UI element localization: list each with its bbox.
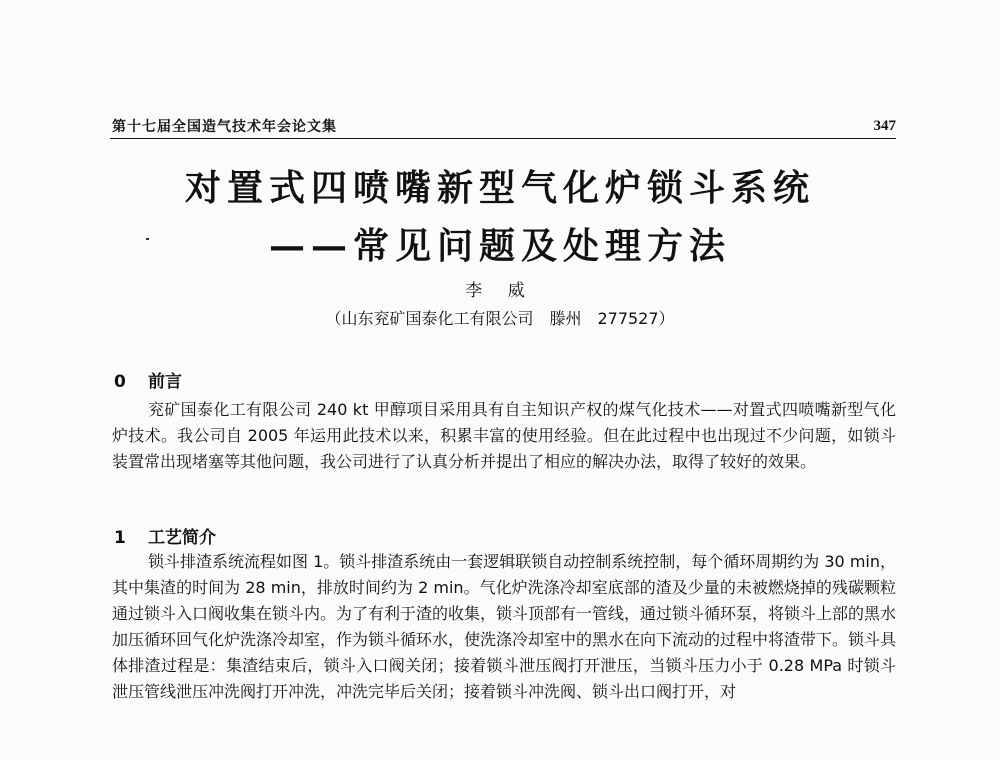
- paper-title-line1: 对置式四喷嘴新型气化炉锁斗系统: [184, 167, 815, 209]
- section-heading-1: [114, 523, 216, 548]
- section-title: 前言: [148, 372, 182, 392]
- section-body-1: 锁斗排渣系统流程如图 1。锁斗排渣系统由一套逻辑联锁自动控制系统控制，每个循环周期约为 30 min，其中集渣的时间为 28 min，排放时间约为 2 min。气化炉洗涤冷却室底部的渣及少量的未被燃烧掉的残碳颗粒通过锁斗入口阀收集在锁斗内。为了有利于渣的收集，锁斗顶部有一管线，通过锁斗循环泵，将锁斗上部的黑水加压循环回气化炉洗涤冷却室，作为锁斗循环水，使洗涤冷却室中的黑水在向下流动的过程中将渣带下。锁斗具体排渣过程是：集渣结束后，锁斗入口阀关闭；接着锁斗泄压阀打开泄压，当锁斗压力小于 0.28 MPa 时锁斗泄压管线泄压冲洗阀打开冲洗，冲洗完毕后关闭；接着锁斗冲洗阀、锁斗出口阀打开，对: [112, 552, 897, 701]
- header-rule: [110, 138, 896, 139]
- section-number: 1: [114, 528, 126, 548]
- running-header: [110, 116, 896, 140]
- section-number: 0: [114, 372, 126, 392]
- page-number: 347: [873, 118, 896, 134]
- section-heading-0: [114, 367, 182, 392]
- section-body-0: 兖矿国泰化工有限公司 240 kt 甲醇项目采用具有自主知识产权的煤气化技术——对置式四喷嘴新型气化炉技术。我公司自 2005 年运用此技术以来，积累丰富的使用经验。但在此过程中也出现过不少问题，如锁斗装置常出现堵塞等其他问题，我公司进行了认真分析并提出了相应的解决办法，取得了较好的效果。: [112, 400, 896, 471]
- paper-title-line2: ——常见问题及处理方法: [268, 225, 731, 267]
- section-title: 工艺简介: [148, 528, 216, 548]
- author-affiliation: （山东兖矿国泰化工有限公司 滕州 277527）: [325, 309, 675, 328]
- journal-title: 第十七届全国造气技术年会论文集: [112, 119, 337, 135]
- author-name: 李 威: [465, 281, 535, 301]
